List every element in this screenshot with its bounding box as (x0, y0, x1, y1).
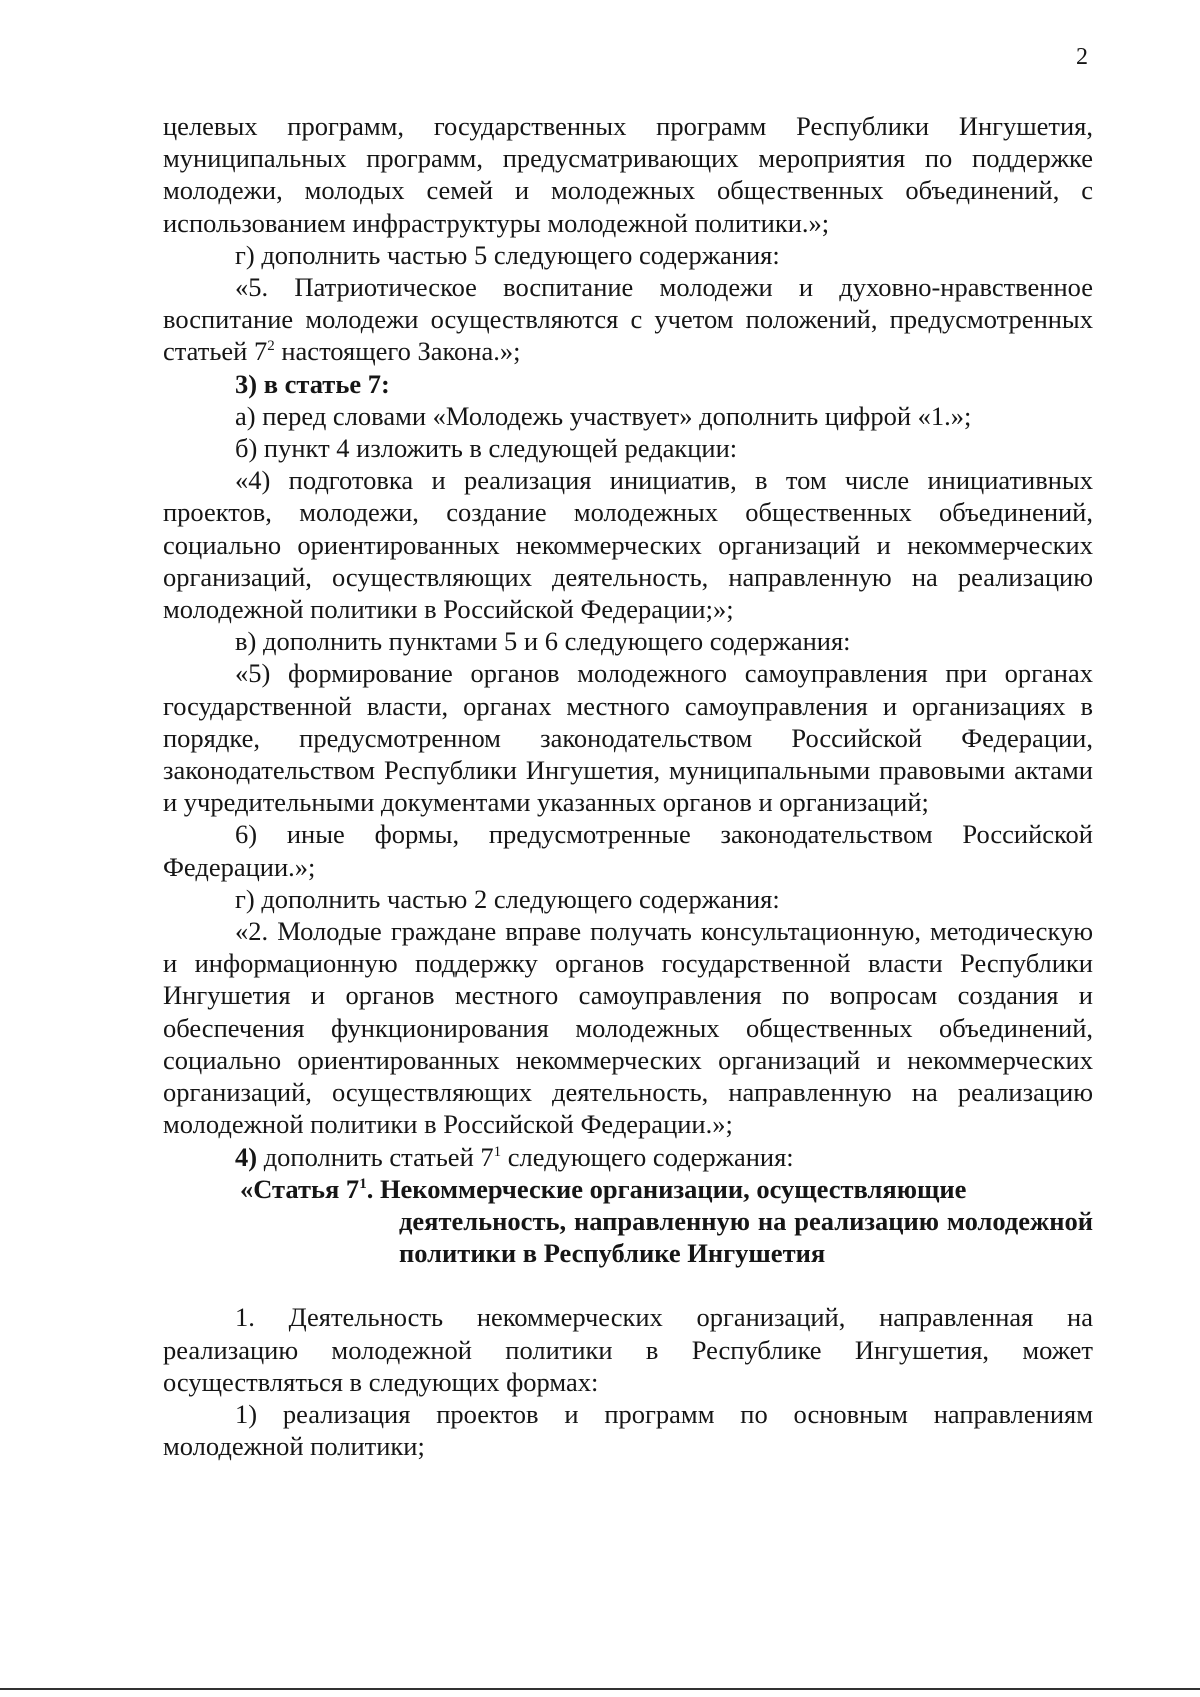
paragraph: г) дополнить частью 2 следующего содержания: (235, 883, 780, 914)
paragraph-text: «5. Патриотическое воспитание молодежи и духовно-нравственное воспитание молодежи осуществляются с учетом положений, предусмотренных статьей 7 (163, 272, 1093, 367)
article-title-continuation: деятельность, направленную на реализацию молодежной политики в Республике Ингушетия (399, 1205, 1093, 1269)
paragraph: г) дополнить частью 5 следующего содержания: (235, 239, 780, 270)
paragraph: а) перед словами «Молодежь участвует» дополнить цифрой «1.»; (235, 400, 972, 431)
article-title-line (240, 1173, 1093, 1205)
paragraph: в) дополнить пунктами 5 и 6 следующего содержания: (235, 626, 851, 657)
paragraph-text: 4) (235, 1141, 258, 1172)
paragraph-heading: 3) в статье 7: (235, 368, 390, 399)
paragraph: 1) реализация проектов и программ по основным направлениям молодежной политики; (163, 1398, 1093, 1462)
article-title-text: . Некоммерческие организации, осуществляющие (366, 1173, 967, 1204)
superscript: 2 (267, 338, 275, 355)
paragraph: целевых программ, государственных программ Республики Ингушетия, муниципальных программ, предусматривающих мероприятия по поддержке молодежи, молодых семей и молодежных общественных объединений, с использованием инфраструктуры молодежной политики.»; (163, 111, 1093, 238)
superscript: 1 (359, 1175, 367, 1192)
page-number: 2 (1076, 44, 1088, 70)
paragraph: «4) подготовка и реализация инициатив, в том числе инициативных проектов, молодежи, создание молодежных общественных объединений, социально ориентированных некоммерческих организаций и некоммерческих организаций, осуществляющих деятельность, направленную на реализацию молодежной политики в Российской Федерации;»; (163, 465, 1093, 625)
paragraph: 6) иные формы, предусмотренные законодательством Российской Федерации.»; (163, 819, 1093, 882)
paragraph: б) пункт 4 изложить в следующей редакции: (235, 433, 738, 464)
paragraph (163, 1141, 1093, 1173)
paragraph-text: дополнить статьей 7 (257, 1141, 494, 1172)
document-body (163, 110, 1093, 1462)
paragraph (163, 271, 1093, 368)
article-title-text: «Статья 7 (240, 1173, 360, 1204)
paragraph: 1. Деятельность некоммерческих организаций, направленная на реализацию молодежной политики в Республике Ингушетия, может осуществляться в следующих формах: (163, 1302, 1093, 1397)
article-title (163, 1173, 1093, 1270)
paragraph-text: следующего содержания: (501, 1141, 794, 1172)
superscript: 1 (493, 1143, 502, 1160)
paragraph: «5) формирование органов молодежного самоуправления при органах государственной власти, органах местного самоуправления и организациях в порядке, предусмотренном законодательством Российской Федерации, законодательством Республики Ингушетия, муниципальными правовыми актами и учредительными документами указанных органов и организаций; (163, 658, 1093, 818)
scan-edge-line (0, 1688, 1200, 1690)
spacer (163, 1269, 1093, 1301)
paragraph-text: настоящего Закона.»; (274, 336, 521, 367)
paragraph: «2. Молодые граждане вправе получать консультационную, методическую и информационную поддержку органов государственной власти Республики Ингушетия и органов местного самоуправления по вопросам создания и обеспечения функционирования молодежных общественных объединений, социально ориентированных некоммерческих организаций и некоммерческих организаций, осуществляющих деятельность, направленную на реализацию молодежной политики в Российской Федерации.»; (163, 916, 1093, 1140)
